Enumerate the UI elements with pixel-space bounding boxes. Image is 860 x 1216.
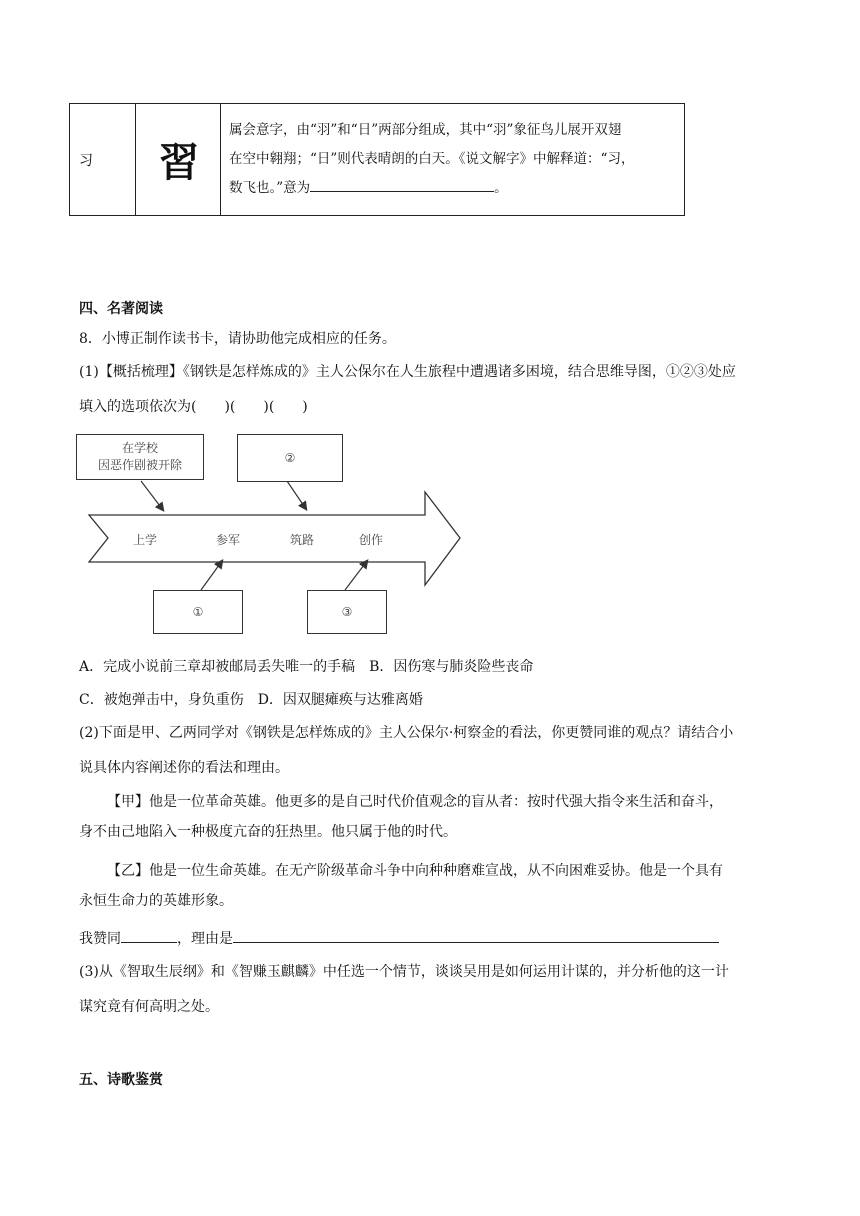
pointer-top-left bbox=[141, 481, 163, 510]
stage-army: 参军 bbox=[216, 533, 241, 547]
section-5-title: 五、诗歌鉴赏 bbox=[79, 1072, 163, 1088]
box-blank-1: ① bbox=[153, 590, 243, 634]
explanation-line-2: 在空中翱翔；“日”则代表晴朗的白天。《说文解字》中解释道：“习， bbox=[229, 151, 635, 167]
stage-school: 上学 bbox=[133, 533, 158, 547]
box-blank-3: ③ bbox=[307, 590, 387, 634]
stage-writing: 创作 bbox=[359, 533, 384, 547]
part1-line-1: (1)【概括梳理】《钢铁是怎样炼成的》主人公保尔在人生旅程中遭遇诸多困境，结合思维导图，①②③处应 bbox=[79, 364, 736, 380]
pointer-bottom-right bbox=[345, 561, 367, 590]
reason-blank[interactable] bbox=[233, 928, 719, 943]
question-8: 8．小博正制作读书卡，请协助他完成相应的任务。 bbox=[79, 331, 396, 347]
explanation-line-1: 属会意字，由“羽”和“日”两部分组成，其中“羽”象征鸟儿展开双翅 bbox=[229, 122, 622, 138]
opinion-jia: 【甲】他是一位革命英雄。他更多的是自己时代价值观念的盲从者：按时代强大指令来生活和奋斗， 身不由己地陷入一种极度亢奋的狂热里。他只属于他的时代。 bbox=[79, 794, 723, 840]
agree-blank[interactable] bbox=[121, 928, 177, 943]
explanation-line-3: 数飞也。”意为 。 bbox=[229, 174, 684, 203]
agree-line: 我赞同 ，理由是 bbox=[79, 928, 719, 948]
stage-road: 筑路 bbox=[290, 533, 315, 547]
ancient-glyph: 習 bbox=[159, 140, 197, 186]
part3-line-1: (3)从《智取生辰纲》和《智赚玉麒麟》中任选一个情节，谈谈吴用是如何运用计谋的，并分析他的这一计 bbox=[79, 964, 729, 980]
table-char: 习 bbox=[79, 152, 93, 169]
part3-line-2: 谋究竟有何高明之处。 bbox=[79, 999, 219, 1015]
pointer-bottom-left bbox=[201, 561, 222, 590]
opinion-yi: 【乙】他是一位生命英雄。在无产阶级革命斗争中向种种磨难宣战，从不向困难妥协。他是一个具有 永恒生命力的英雄形象。 bbox=[79, 863, 723, 909]
part2-line-2: 说具体内容阐述你的看法和理由。 bbox=[79, 760, 289, 776]
part2-line-1: (2)下面是甲、乙两同学对《钢铁是怎样炼成的》主人公保尔·柯察金的看法，你更赞同谁的观点？请结合小 bbox=[79, 725, 734, 741]
part1-line-2: 填入的选项依次为( )( )( ) bbox=[79, 399, 308, 415]
pointer-top-mid bbox=[287, 481, 306, 509]
box-expelled: 在学校 因恶作剧被开除 bbox=[76, 434, 204, 480]
box-blank-2: ② bbox=[237, 434, 343, 482]
options-c-d: C．被炮弹击中，身负重伤 D．因双腿瘫痪与达雅离婚 bbox=[79, 692, 423, 708]
section-title: 四、名著阅读 bbox=[79, 301, 163, 317]
options-a-b: A．完成小说前三章却被邮局丢失唯一的手稿 B．因伤寒与肺炎险些丧命 bbox=[79, 659, 534, 675]
